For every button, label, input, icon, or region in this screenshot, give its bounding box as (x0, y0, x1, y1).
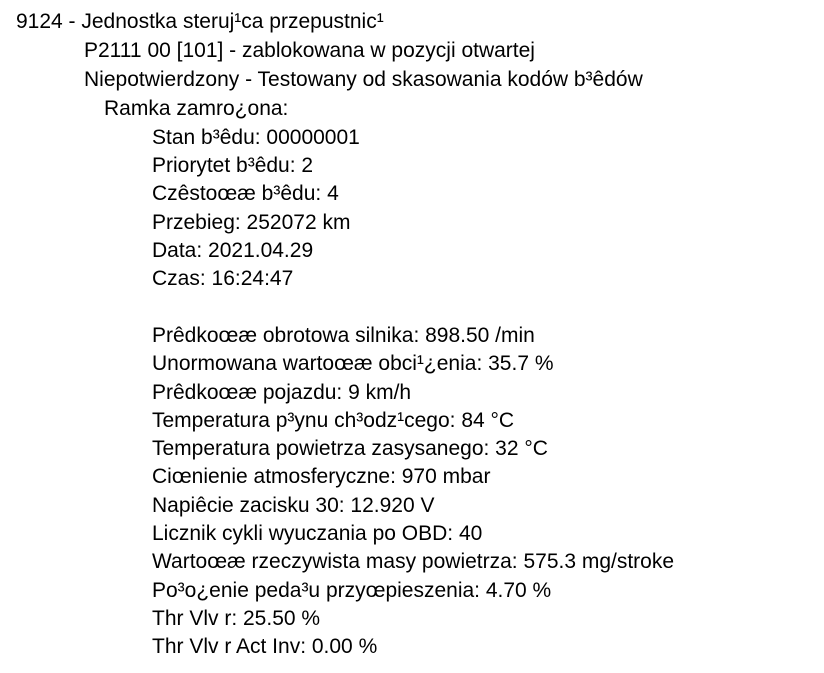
fault-title: 9124 - Jednostka steruj¹ca przepustnic¹ (16, 10, 384, 33)
date-line: Data: 2021.04.29 (152, 239, 314, 262)
fault-code-line: P2111 00 [101] - zablokowana w pozycji otwartej (84, 39, 535, 62)
measurement-line: Prêdkoœæ obrotowa silnika: 898.50 /min (152, 324, 535, 347)
time-line: Czas: 16:24:47 (152, 267, 294, 290)
measurement-line: Wartoœæ rzeczywista masy powietrza: 575.3 mg/stroke (152, 550, 675, 573)
error-frequency-line: Czêstoœæ b³êdu: 4 (152, 182, 339, 205)
measurement-line: Prêdkoœæ pojazdu: 9 km/h (152, 381, 412, 404)
measurement-line: Licznik cykli wyuczania po OBD: 40 (152, 522, 483, 545)
measurement-line: Unormowana wartoœæ obci¹¿enia: 35.7 % (152, 352, 554, 375)
measurement-line: Napiêcie zacisku 30: 12.920 V (152, 494, 435, 517)
error-priority-line: Priorytet b³êdu: 2 (152, 154, 314, 177)
measurement-line: Thr Vlv r Act Inv: 0.00 % (152, 635, 378, 658)
measurement-line: Ciœnienie atmosferyczne: 970 mbar (152, 465, 491, 488)
mileage-line: Przebieg: 252072 km (152, 211, 351, 234)
measurement-line: Thr Vlv r: 25.50 % (152, 607, 321, 630)
freeze-frame-heading: Ramka zamro¿ona: (104, 97, 289, 120)
measurement-line: Temperatura p³ynu ch³odz¹cego: 84 °C (152, 409, 515, 432)
error-state-line: Stan b³êdu: 00000001 (152, 126, 360, 149)
measurement-line: Po³o¿enie peda³u przyœpieszenia: 4.70 % (152, 579, 552, 602)
fault-status-line: Niepotwierdzony - Testowany od skasowania kodów b³êdów (84, 68, 643, 91)
measurement-line: Temperatura powietrza zasysanego: 32 °C (152, 437, 548, 460)
